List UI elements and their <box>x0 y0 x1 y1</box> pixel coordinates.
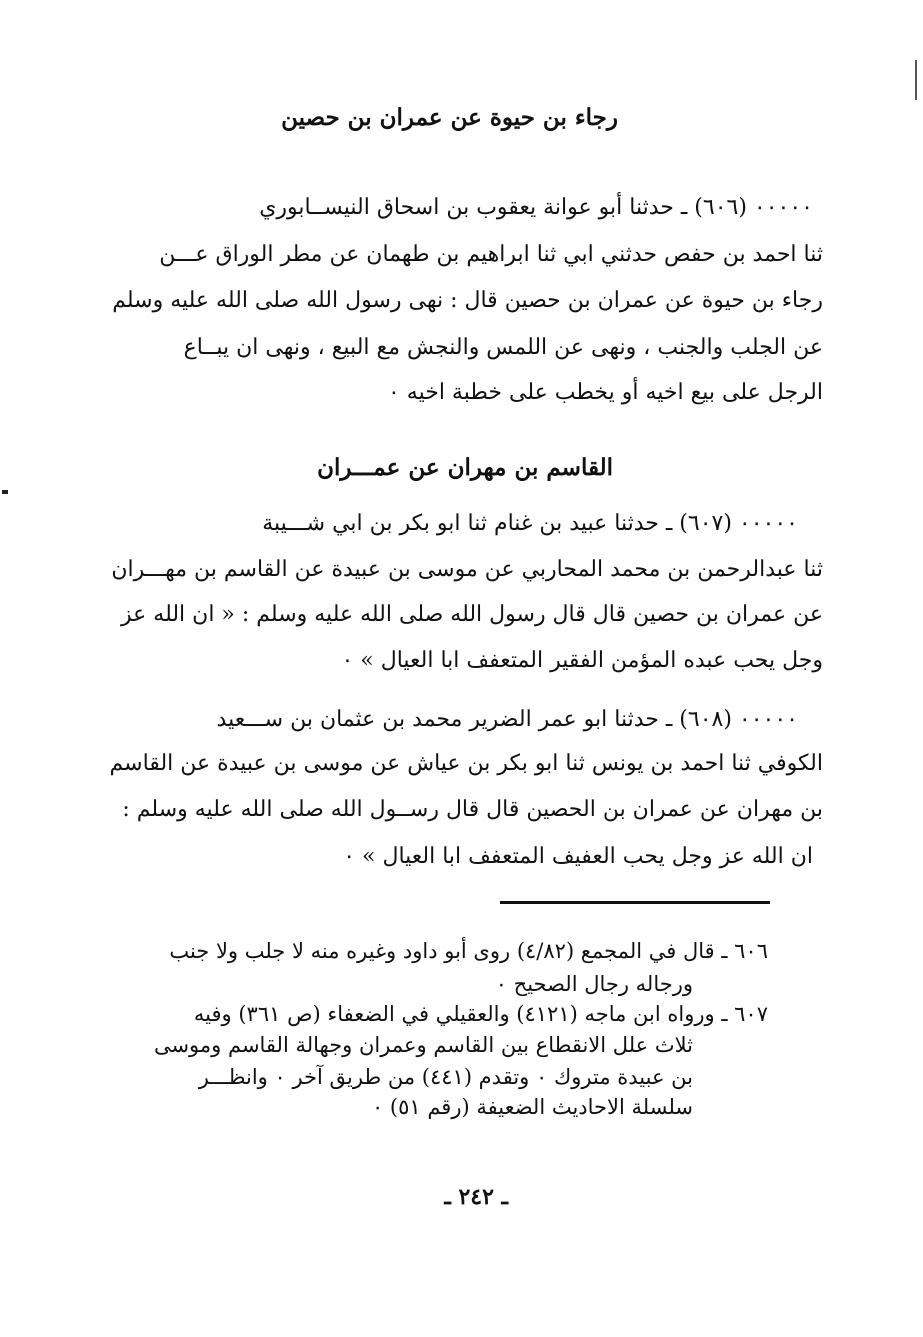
hadith-607-line-2: ثنا عبدالرحمن بن محمد المحاربي عن موسى بن عبيدة عن القاسم بن مهـــران <box>111 557 823 582</box>
hadith-607-line-4: وجل يحب عبده المؤمن الفقير المتعفف ابا العيال » ٠ <box>341 648 823 673</box>
footnote-606-line-2: ورجاله رجال الصحيح ٠ <box>495 972 693 996</box>
footnote-607-line-4: سلسلة الاحاديث الضعيفة (رقم ٥١) ٠ <box>371 1095 693 1119</box>
hadith-608-line-2: الكوفي ثنا احمد بن يونس ثنا ابو بكر بن عياش عن موسى بن عبيدة عن القاسم <box>109 751 823 776</box>
hadith-606-line-1: ٠٠٠٠٠ (٦٠٦) ـ حدثنا أبو عوانة يعقوب بن اسحاق النيســابوري <box>259 195 813 220</box>
hadith-606-line-3: رجاء بن حيوة عن عمران بن حصين قال : نهى رسول الله صلى الله عليه وسلم <box>112 288 823 313</box>
scan-mark-right <box>915 60 917 100</box>
hadith-606-line-2: ثنا احمد بن حفص حدثني ابي ثنا ابراهيم بن طهمان عن مطر الوراق عـــن <box>159 242 823 267</box>
footnote-606-line-1: ٦٠٦ ـ قال في المجمع (٤/٨٢) روى أبو داود وغيره منه لا جلب ولا جنب <box>169 939 768 963</box>
section-title-raja: رجاء بن حيوة عن عمران بن حصين <box>281 104 618 131</box>
hadith-606-line-5: الرجل على بيع اخيه أو يخطب على خطبة اخيه ٠ <box>387 380 823 405</box>
hadith-607-line-3: عن عمران بن حصين قال قال رسول الله صلى الله عليه وسلم : « ان الله عز <box>121 602 823 627</box>
hadith-606-line-4: عن الجلب والجنب ، ونهى عن اللمس والنجش مع البيع ، ونهى ان يبــاع <box>183 335 823 360</box>
footnote-607-line-2: ثلاث علل الانقطاع بين القاسم وعمران وجهالة القاسم وموسى <box>153 1033 693 1057</box>
footnote-607-line-3: بن عبيدة متروك ٠ وتقدم (٤٤١) من طريق آخر ٠ وانظـــر <box>198 1065 693 1089</box>
footnote-607-line-1: ٦٠٧ ـ ورواه ابن ماجه (٤١٢١) والعقيلي في الضعفاء (ص ٣٦١) وفيه <box>193 1002 768 1026</box>
page-number: ـ ٢٤٢ ـ <box>444 1184 508 1210</box>
hadith-608-line-1: ٠٠٠٠٠ (٦٠٨) ـ حدثنا ابو عمر الضرير محمد بن عثمان بن ســـعيد <box>216 707 798 732</box>
section-title-qasim: القاسم بن مهران عن عمـــران <box>317 454 613 481</box>
hadith-607-line-1: ٠٠٠٠٠ (٦٠٧) ـ حدثنا عبيد بن غنام ثنا ابو بكر بن ابي شـــيبة <box>262 511 798 536</box>
scan-mark-left <box>2 490 8 494</box>
footnote-separator <box>500 901 770 904</box>
hadith-608-line-4: ان الله عز وجل يحب العفيف المتعفف ابا العيال » ٠ <box>343 844 813 869</box>
hadith-608-line-3: بن مهران عن عمران بن الحصين قال قال رســول الله صلى الله عليه وسلم : <box>122 797 823 822</box>
